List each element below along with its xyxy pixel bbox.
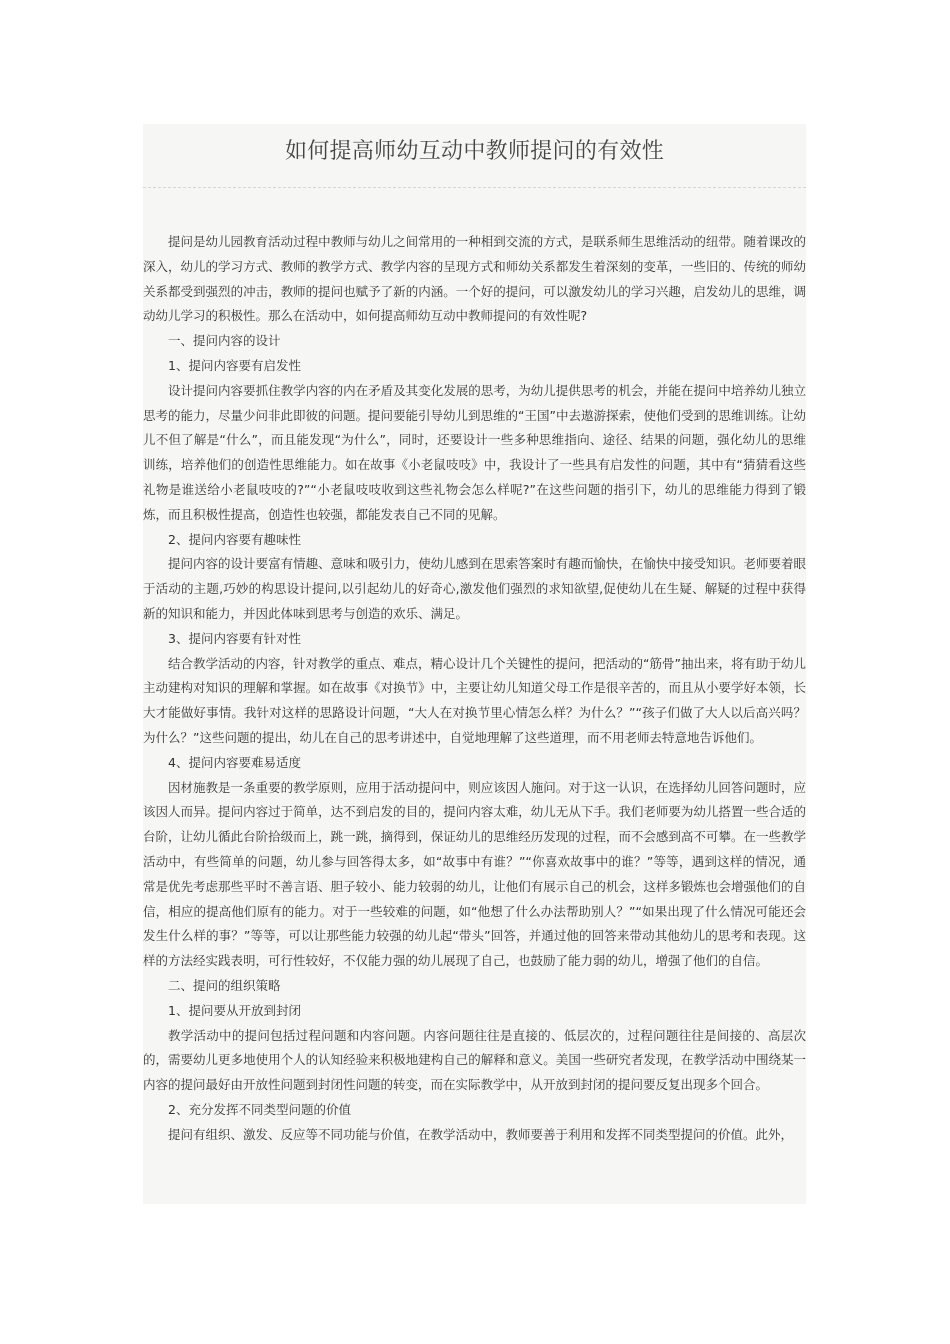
paragraph-intro: 提问是幼儿园教育活动过程中教师与幼儿之间常用的一种相到交流的方式，是联系师生思维活动的纽带。随着课改的深入，幼儿的学习方式、教师的教学方式、教学内容的呈现方式和师幼关系都发生着深刻的变革，一些旧的、传统的师幼关系都受到强烈的冲击，教师的提问也赋予了新的内涵。一个好的提问，可以激发幼儿的学习兴趣，启发幼儿的思维，调动幼儿学习的积极性。那么在活动中，如何提高师幼互动中教师提问的有效性呢? <box>143 234 806 324</box>
subsection-heading: 1、提问要从开放到封闭 <box>168 1002 301 1018</box>
paragraph: 提问内容的设计要富有情趣、意味和吸引力，使幼儿感到在思索答案时有趣而愉快，在愉快中接受知识。老师要着眼于活动的主题,巧妙的构思设计提问,以引起幼儿的好奇心,激发他们强烈的求知欲望,促使幼儿在生疑、解疑的过程中获得新的知识和能力，并因此体味到思考与创造的欢乐、满足。 <box>143 556 806 621</box>
document-title: 如何提高师幼互动中教师提问的有效性 <box>284 139 665 164</box>
document-page <box>143 124 806 1204</box>
subsection-heading: 2、提问内容要有趣味性 <box>168 531 301 547</box>
subsection-heading: 1、提问内容要有启发性 <box>168 357 301 373</box>
subsection-heading: 3、提问内容要有针对性 <box>168 630 301 646</box>
paragraph: 教学活动中的提问包括过程问题和内容问题。内容问题往往是直接的、低层次的，过程问题往往是间接的、高层次的，需要幼儿更多地使用个人的认知经验来积极地建构自己的解释和意义。美国一些研究者发现，在教学活动中围绕某一内容的提问最好由开放性问题到封闭性问题的转变，而在实际教学中，从开放到封闭的提问要反复出现多个回合。 <box>143 1027 806 1093</box>
subsection-heading: 4、提问内容要难易适度 <box>168 754 301 770</box>
section-heading: 二、提问的组织策略 <box>168 977 281 993</box>
paragraph: 设计提问内容要抓住教学内容的内在矛盾及其变化发展的思考，为幼儿提供思考的机会，并能在提问中培养幼儿独立思考的能力，尽量少问非此即彼的问题。提问要能引导幼儿到思维的“王国”中去遨游探索，使他们受到的思维训练。让幼儿不但了解是“什么”，而且能发现“为什么”，同时，还要设计一些多种思维指向、途径、结果的问题，强化幼儿的思维训练，培养他们的创造性思维能力。如在故事《小老鼠吱吱》中，我设计了一些具有启发性的问题，其中有“猜猜看这些礼物是谁送给小老鼠吱吱的?”“小老鼠吱吱收到这些礼物会怎么样呢?”在这些问题的指引下，幼儿的思维能力得到了锻炼，而且积极性提高，创造性也较强，都能发表自己不同的见解。 <box>143 382 806 522</box>
paragraph: 提问有组织、激发、反应等不同功能与价值，在教学活动中，教师要善于利用和发挥不同类型提问的价值。此外， <box>168 1126 794 1142</box>
section-heading: 一、提问内容的设计 <box>168 333 281 349</box>
subsection-heading: 2、充分发挥不同类型问题的价值 <box>168 1101 351 1117</box>
document-body <box>143 188 806 1147</box>
paragraph: 因材施教是一条重要的教学原则，应用于活动提问中，则应该因人施问。对于这一认识，在选择幼儿回答问题时，应该因人而异。提问内容过于简单，达不到启发的目的，提问内容太难，幼儿无从下手。我们老师要为幼儿搭置一些合适的台阶，让幼儿循此台阶拾级而上，跳一跳，摘得到，保证幼儿的思维经历发现的过程，而不会感到高不可攀。在一些教学活动中，有些简单的问题，幼儿参与回答得太多，如“故事中有谁？”“你喜欢故事中的谁？”等等，遇到这样的情况，通常是优先考虑那些平时不善言语、胆子较小、能力较弱的幼儿，让他们有展示自己的机会，这样多锻炼也会增强他们的自信，相应的提高他们原有的能力。对于一些较难的问题，如“他想了什么办法帮助别人？”“如果出现了什么情况可能还会发生什么样的事？”等等，可以让那些能力较强的幼儿起“带头”回答，并通过他的回答来带动其他幼儿的思考和表现。这样的方法经实践表明，可行性较好，不仅能力强的幼儿展现了自己，也鼓励了能力弱的幼儿，增强了他们的自信。 <box>143 779 806 969</box>
paragraph: 结合教学活动的内容，针对教学的重点、难点，精心设计几个关键性的提问，把活动的“筋骨”抽出来，将有助于幼儿主动建构对知识的理解和掌握。如在故事《对换节》中，主要让幼儿知道父母工作是很辛苦的，而且从小要学好本领，长大才能做好事情。我针对这样的思路设计问题，“大人在对换节里心情怎么样？为什么？”“孩子们做了大人以后高兴吗？为什么？”这些问题的提出，幼儿在自己的思考讲述中，自觉地理解了这些道理，而不用老师去特意地告诉他们。 <box>143 655 806 745</box>
